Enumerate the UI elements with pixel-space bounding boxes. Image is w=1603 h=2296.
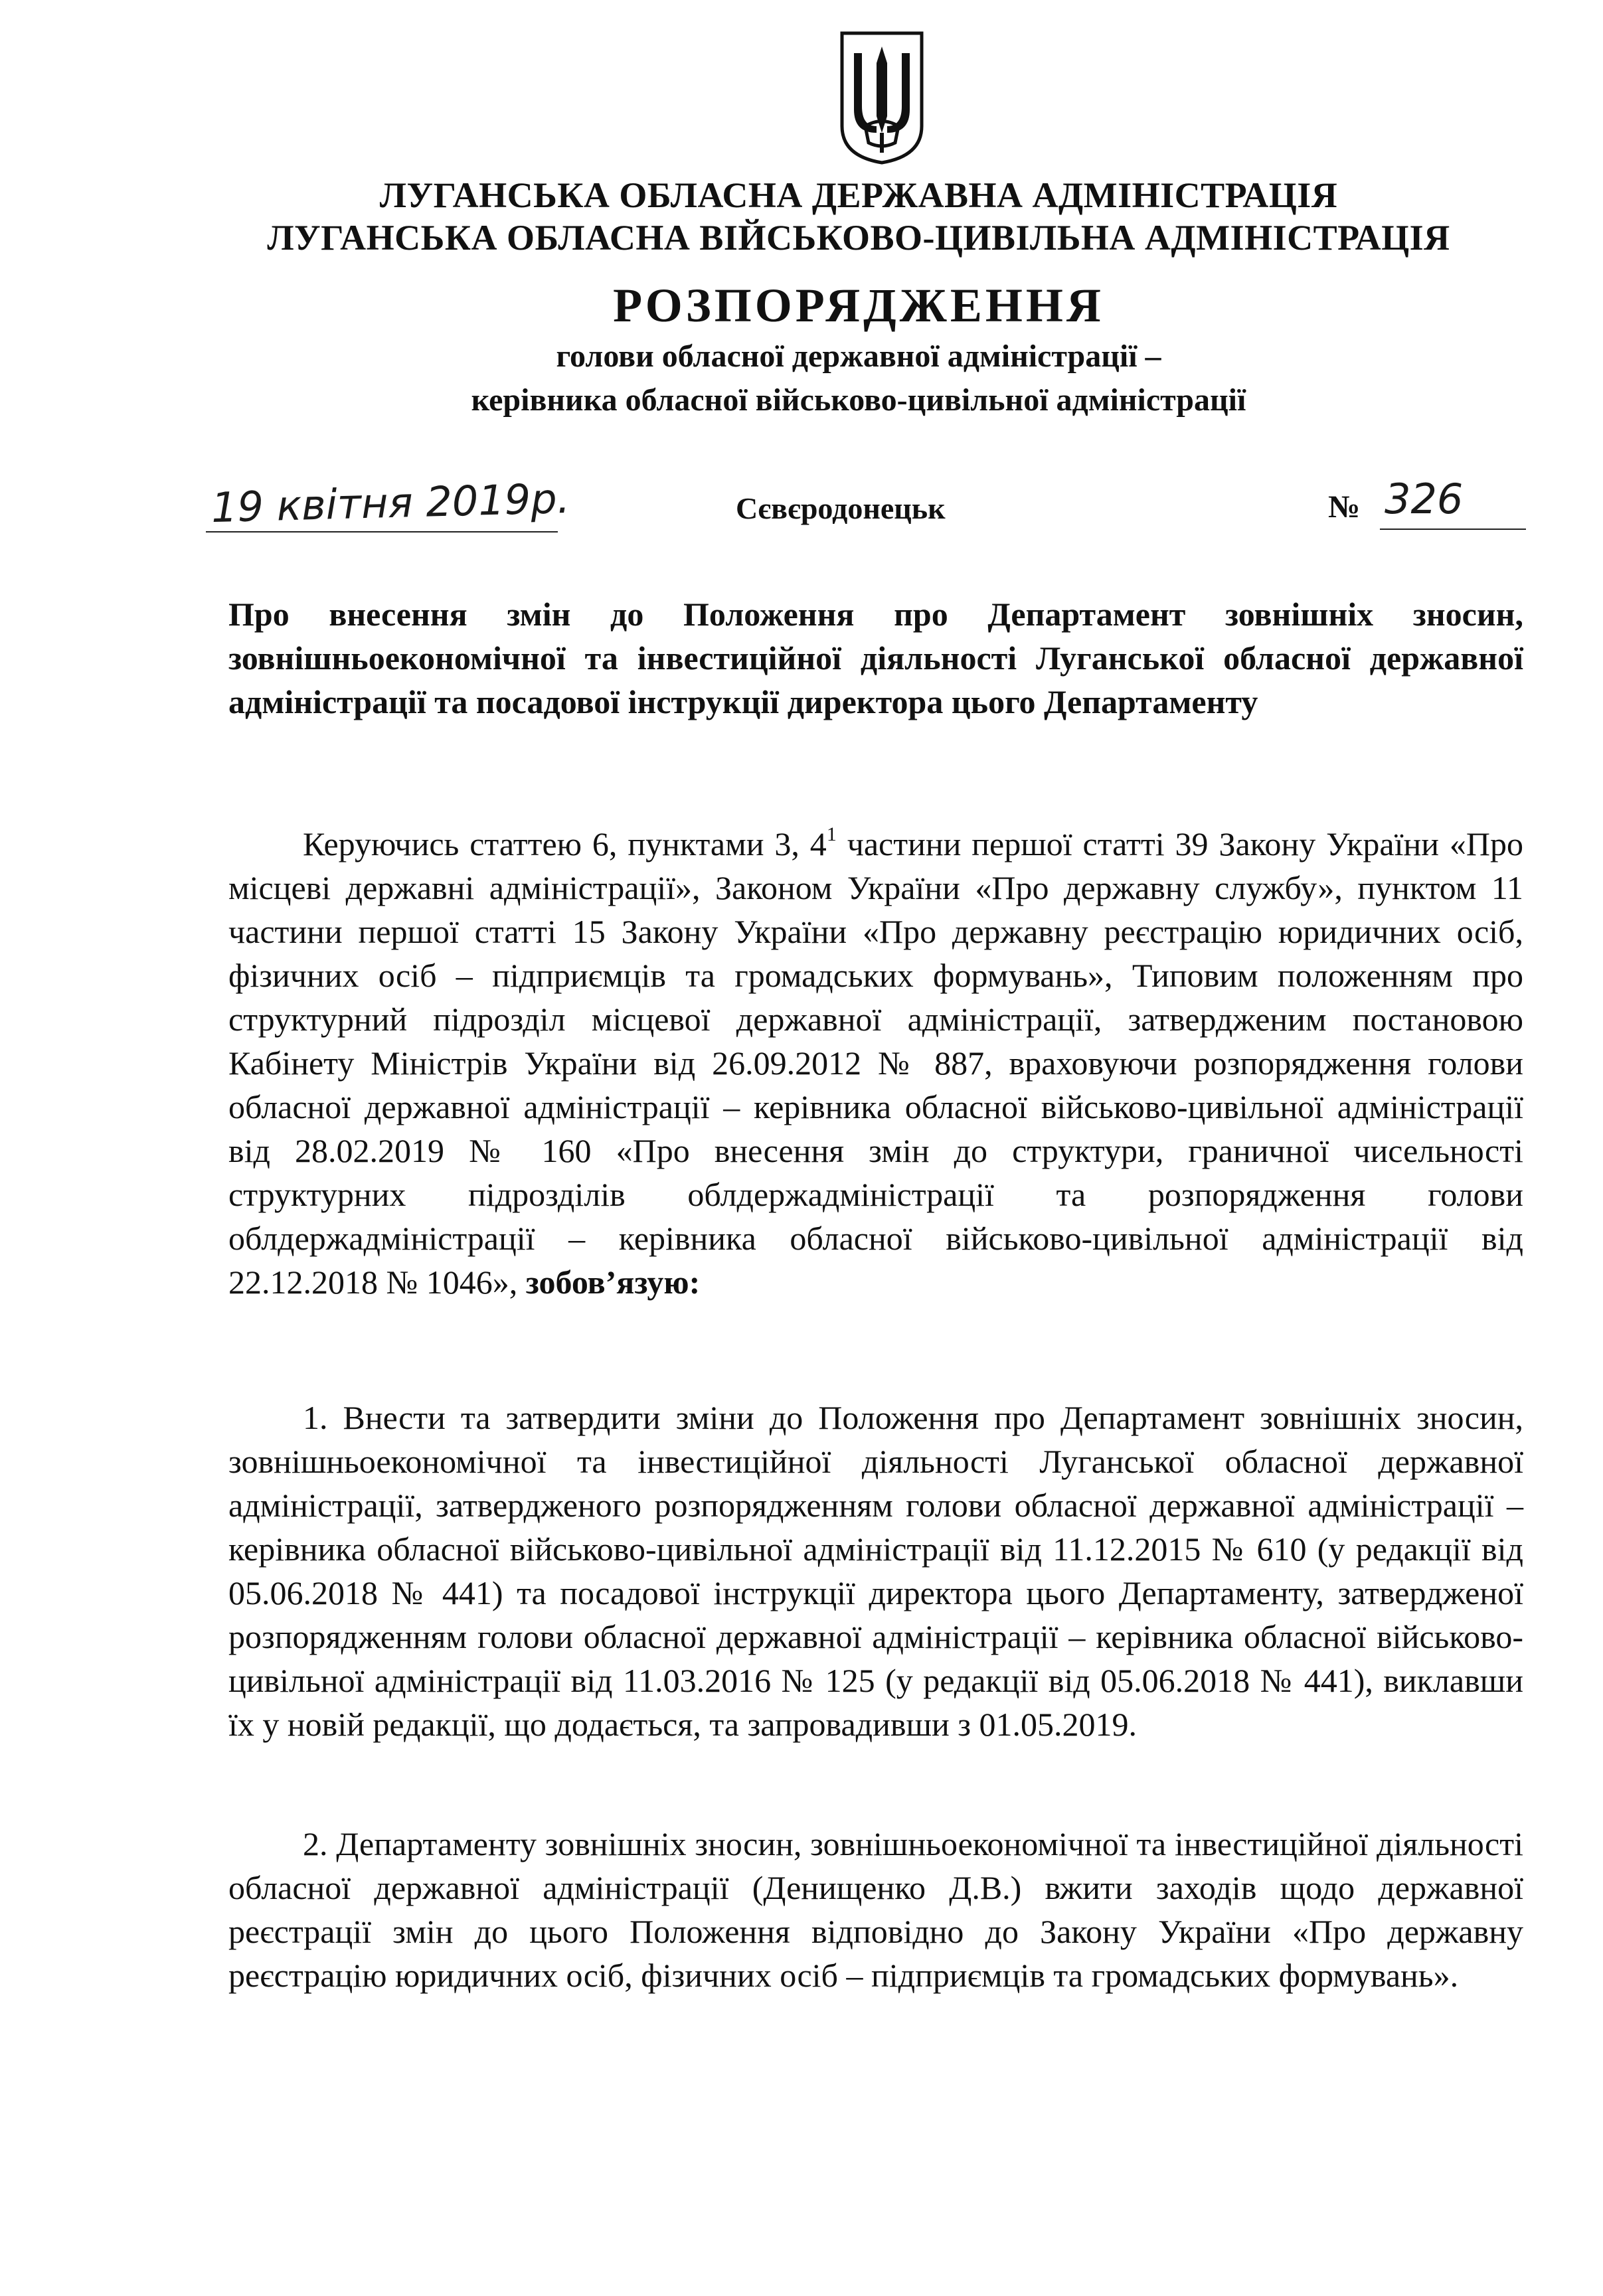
org-name-line1: ЛУГАНСЬКА ОБЛАСНА ДЕРЖАВНА АДМІНІСТРАЦІЯ [379, 175, 1338, 215]
paragraph-item-2: 2. Департаменту зовнішніх зносин, зовнішньоекономічної та інвестиційної діяльності обласної державної адміністрації (Денищенко Д.В.) вжити заходів щодо державної реєстрації змін до цього Положення відповідно до Закону України «Про державну реєстрацію юридичних осіб, фізичних осіб – підприємців та громадських формувань». [228, 1825, 1523, 1994]
document-subtitle-line1: голови обласної державної адміністрації – [556, 339, 1161, 374]
preamble-bold-ending: зобов’язую: [517, 1264, 701, 1301]
number-underline [1380, 529, 1526, 530]
org-name-line2: ЛУГАНСЬКА ОБЛАСНА ВІЙСЬКОВО-ЦИВІЛЬНА АДМІНІСТРАЦІЯ [267, 218, 1450, 258]
handwritten-number: 326 [1385, 475, 1464, 523]
preamble-text-a: Керуючись статтею 6, пунктами 3, 4 [303, 825, 827, 862]
order-heading: Про внесення змін до Положення про Департамент зовнішніх зносин, зовнішньоекономічної та інвестиційної діяльності Луганської обласної державної адміністрації та посадової інструкції директора цього Департаменту [228, 596, 1523, 720]
paragraph-item-1: 1. Внести та затвердити зміни до Положення про Департамент зовнішніх зносин, зовнішньоекономічної та інвестиційної діяльності Луганської обласної державної адміністрації, затвердженого розпорядженням голови обласної державної адміністрації – керівника обласної військово-цивільної адміністрації від 11.12.2015 № 610 (у редакції від 05.06.2018 № 441) та посадової інструкції директора цього Департаменту, затвердженої розпорядженням голови обласної державної адміністрації – керівника обласної військово-цивільної адміністрації від 11.03.2016 № 125 (у редакції від 05.06.2018 № 441), виклавши їх у новій редакції, що додається, та запровадивши з 01.05.2019. [228, 1399, 1523, 1743]
handwritten-date: 19 квітня 2019р. [211, 473, 571, 533]
superscript: 1 [826, 823, 837, 846]
trident-emblem-icon [835, 27, 928, 166]
document-subtitle-line2: керівника обласної військово-цивільної адміністрації [471, 382, 1246, 418]
number-sign: № [1328, 489, 1361, 525]
date-underline [206, 531, 558, 533]
city-name: Сєвєродонецьк [736, 491, 946, 525]
preamble-text-b: частини першої статті 39 Закону України «Про місцеві державні адміністрації», Законом України «Про державну службу», пунктом 11 частини першої статті 15 Закону України «Про державну реєстрацію юридичних осіб, фізичних осіб – підприємців та громадських формувань», Типовим положенням про структурний підрозділ місцевої державної адміністрації, затвердженим постановою Кабінету Міністрів України від 26.09.2012 № 887, враховуючи розпорядження голови обласної державної адміністрації – керівника обласної військово-цивільної адміністрації від 28.02.2019 № 160 «Про внесення змін до структури, граничної чисельності структурних підрозділів облдержадміністрації та розпорядження голови облдержадміністрації – керівника обласної військово-цивільної адміністрації від 22.12.2018 № 1046», [228, 825, 1523, 1301]
paragraph-preamble [228, 822, 1523, 1304]
document-title: РОЗПОРЯДЖЕННЯ [613, 279, 1104, 332]
